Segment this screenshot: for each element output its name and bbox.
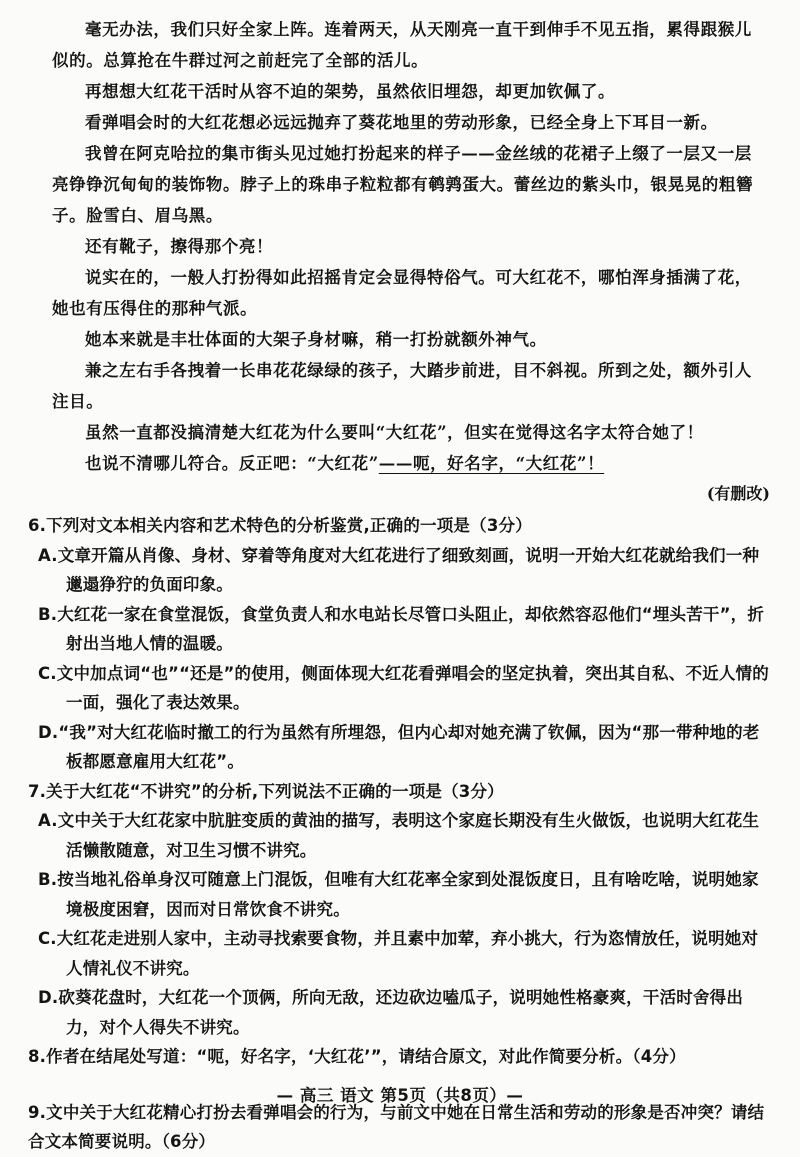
question-7-option-d: D.砍葵花盘时，大红花一个顶俩，所向无敌，还边砍边嗑瓜子，说明她性格豪爽，干活时舍得出力，对个人得失不讲究。 (38, 988, 744, 1037)
question-7-stem: 7.关于大红花“不讲究”的分析,下列说法不正确的一项是（3分） (28, 781, 504, 801)
question-7-option-a: A.文中关于大红花家中肮脏变质的黄油的描写，表明这个家庭长期没有生火做饭，也说明大红花生活懒散随意，对卫生习惯不讲究。 (38, 811, 760, 860)
passage-paragraph: 还有靴子，擦得那个亮！ (85, 237, 274, 256)
question-8 (28, 1042, 770, 1072)
reading-passage (0, 0, 800, 509)
question-6-stem: 6.下列对文本相关内容和艺术特色的分析鉴赏,正确的一项是（3分） (28, 516, 532, 535)
passage-paragraph: 兼之左右手各拽着一长串花花绿绿的孩子，大踏步前进，目不斜视。所到之处，额外引人注目。 (52, 361, 752, 411)
question-7-option-c: C.大红花走进别人家中，主动寻找索要食物，并且素中加荤，弃小挑大，行为恣情放任，说明她对人情礼仪不讲究。 (38, 929, 759, 978)
passage-paragraph: 看弹唱会时的大红花想必远远抛弃了葵花地里的劳动形象，已经全身上下耳目一新。 (85, 113, 718, 132)
passage-paragraph: 她本来就是丰壮体面的大架子身材嘛，稍一打扮就额外神气。 (85, 330, 547, 349)
page-footer: — 高三 语文 第5页（共8页）— (276, 1086, 524, 1105)
question-6 (28, 511, 770, 777)
question-6-option-a: A.文章开篇从肖像、身材、穿着等角度对大红花进行了细致刻画，说明一开始大红花就给我们一种邋遢狰狞的负面印象。 (38, 545, 760, 594)
question-9 (28, 1098, 770, 1157)
passage-last-paragraph (0, 448, 800, 479)
passage-paragraph: 毫无办法，我们只好全家上阵。连着两天，从天刚亮一直干到伸手不见五指，累得跟猴儿似的。总算抢在牛群过河之前赶完了全部的活儿。 (52, 20, 752, 70)
question-9-stem: 9.文中关于大红花精心打扮去看弹唱会的行为，与前文中她在日常生活和劳动的形象是否冲突？请结合文本简要说明。（6分） (28, 1102, 765, 1151)
passage-paragraph: 我曾在阿克哈拉的集市街头见过她打扮起来的样子——金丝绒的花裙子上缀了一层又一层亮铮铮沉甸甸的装饰物。脖子上的珠串子粒粒都有鹌鹑蛋大。蕾丝边的紫头巾，银晃晃的粗簪子。脸雪白、眉乌黑。 (52, 144, 754, 225)
question-7 (28, 777, 770, 1043)
question-6-option-b: B.大红花一家在食堂混饭，食堂负责人和水电站长尽管口头阻止，却依然容忍他们“埋头苦干”，折射出当地人情的温暖。 (38, 604, 765, 653)
passage-paragraph: 说实在的，一般人打扮得如此招摇肯定会显得特俗气。可大红花不，哪怕浑身插满了花，她也有压得住的那种气派。 (52, 268, 752, 318)
passage-paragraph: 虽然一直都没搞清楚大红花为什么要叫“大红花”，但实在觉得这名字太符合她了！ (85, 423, 704, 442)
question-7-option-b: B.按当地礼俗单身汉可随意上门混饭，但唯有大红花率全家到处混饭度日，且有啥吃啥，说明她家境极度困窘，因而对日常饮食不讲究。 (38, 870, 759, 919)
underlined-sentence: ——呃，好名字，“大红花”！ (378, 454, 605, 473)
question-8-stem: 8.作者在结尾处写道：“呃，好名字，‘大红花’”，请结合原文，对此作简要分析。（4分） (28, 1047, 686, 1066)
question-6-option-d: D.“我”对大红花临时撤工的行为虽然有所埋怨，但内心却对她充满了钦佩，因为“那一带种地的老板都愿意雇用大红花”。 (38, 722, 760, 771)
source-note: (有删改) (706, 484, 770, 503)
question-section (0, 511, 800, 1157)
last-paragraph-text: 也说不清哪儿符合。反正吧：“大红花” (85, 454, 379, 473)
question-6-option-c: C.文中加点词“也”“还是”的使用，侧面体现大红花看弹唱会的坚定执着，突出其自私、不近人情的一面，强化了表达效果。 (38, 663, 769, 712)
passage-paragraph: 再想想大红花干活时从容不迫的架势，虽然依旧埋怨，却更加钦佩了。 (85, 82, 616, 101)
